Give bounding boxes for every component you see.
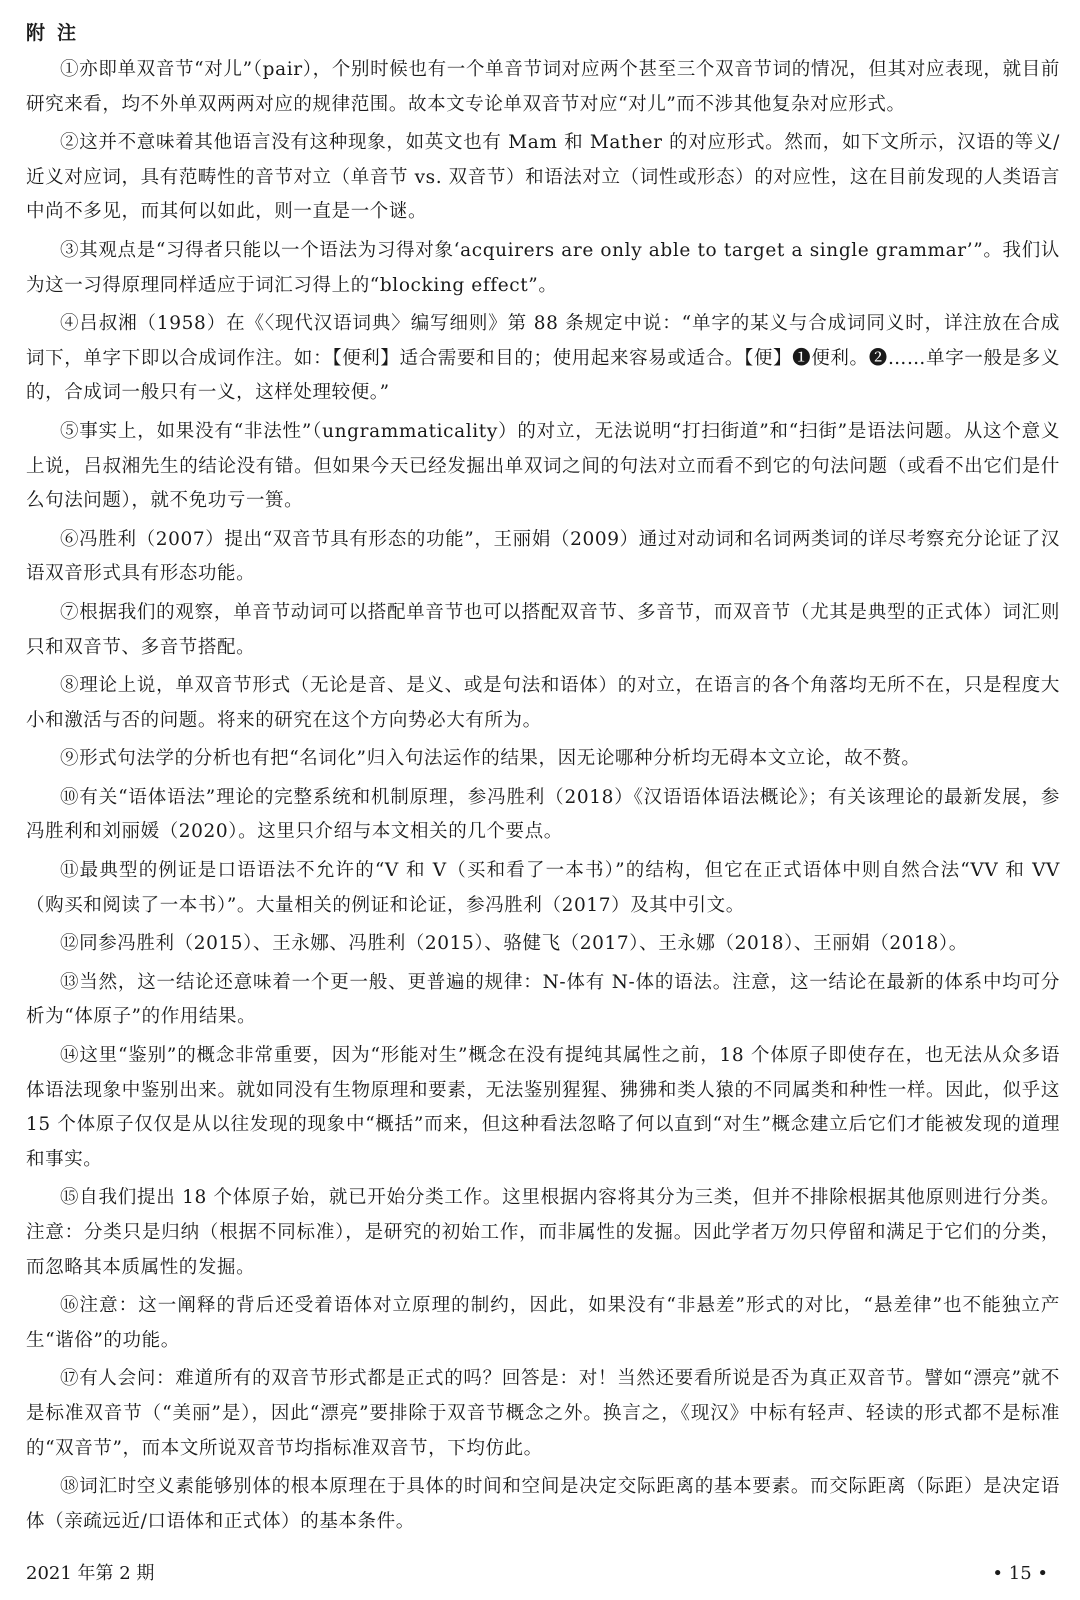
footnote-12: ⑫同参冯胜利（2015）、王永娜、冯胜利（2015）、骆健飞（2017）、王永娜（2018）、王丽娟（2018）。 (60, 933, 968, 955)
footnote-8: ⑧理论上说，单双音节形式（无论是音、是义、或是句法和语体）的对立，在语言的各个角落均无所不在，只是程度大小和激活与否的问题。将来的研究在这个方向势必大有所为。 (26, 675, 1060, 731)
page-number: • 15 • (992, 1563, 1048, 1584)
footnote-3: ③其观点是“习得者只能以一个语法为习得对象‘acquirers are only able to target a single grammar’”。我们认为这一习得原理同样适应于词汇习得上的“blocking effect”。 (26, 239, 1060, 296)
footnote-14: ⑭这里“鉴别”的概念非常重要，因为“形能对生”概念在没有提纯其属性之前，18 个体原子即使存在，也无法从众多语体语法现象中鉴别出来。就如同没有生物原理和要素，无法鉴别猩猩、狒狒和类人猿的不同属类和种性一样。因此，似乎这 15 个体原子仅仅是从以往发现的现象中“概括”而来，但这种看法忽略了何以直到“对生”概念建立后它们才能被发现的道理和事实。 (26, 1045, 1060, 1170)
footnote-16: ⑯注意：这一阐释的背后还受着语体对立原理的制约，因此，如果没有“非悬差”形式的对比，“悬差律”也不能独立产生“谐俗”的功能。 (26, 1295, 1060, 1351)
footnote-17: ⑰有人会问：难道所有的双音节形式都是正式的吗？回答是：对！当然还要看所说是否为真正双音节。譬如“漂亮”就不是标准双音节（“美丽”是），因此“漂亮”要排除于双音节概念之外。换言之，《现汉》中标有轻声、轻读的形式都不是标准的“双音节”，而本文所说双音节均指标准双音节，下均仿此。 (26, 1368, 1060, 1459)
footnote-1: ①亦即单双音节“对儿”（pair），个别时候也有一个单音节词对应两个甚至三个双音节词的情况，但其对应表现，就目前研究来看，均不外单双两两对应的规律范围。故本文专论单双音节对应“对儿”而不涉其他复杂对应形式。 (26, 59, 1060, 115)
footnote-7: ⑦根据我们的观察，单音节动词可以搭配单音节也可以搭配双音节、多音节，而双音节（尤其是典型的正式体）词汇则只和双音节、多音节搭配。 (26, 601, 1060, 658)
footnote-10: ⑩有关“语体语法”理论的完整系统和机制原理，参冯胜利（2018）《汉语语体语法概论》；有关该理论的最新发展，参冯胜利和刘丽媛（2020）。这里只介绍与本文相关的几个要点。 (26, 786, 1060, 843)
footnote-13: ⑬当然，这一结论还意味着一个更一般、更普遍的规律：N-体有 N-体的语法。注意，这一结论在最新的体系中均可分析为“体原子”的作用结果。 (26, 971, 1060, 1028)
notes-list (26, 53, 1060, 1543)
footnote-11: ⑪最典型的例证是口语语法不允许的“V 和 V（买和看了一本书）”的结构，但它在正式语体中则自然合法“VV 和 VV（购买和阅读了一本书）”。大量相关的例证和论证，参冯胜利（2017）及其中引文。 (26, 860, 1060, 916)
footnote-15: ⑮自我们提出 18 个体原子始，就已开始分类工作。这里根据内容将其分为三类，但并不排除根据其他原则进行分类。注意：分类只是归纳（根据不同标准），是研究的初始工作，而非属性的发掘。因此学者万勿只停留和满足于它们的分类，而忽略其本质属性的发掘。 (26, 1187, 1060, 1278)
issue-label: 2021 年第 2 期 (26, 1563, 155, 1584)
footnote-2: ②这并不意味着其他语言没有这种现象，如英文也有 Mam 和 Mather 的对应形式。然而，如下文所示，汉语的等义/近义对应词，具有范畴性的音节对立（单音节 vs. 双音节）和语法对立（词性或形态）的对应性，这在目前发现的人类语言中尚不多见，而其何以如此，则一直是一个谜。 (26, 132, 1060, 223)
footnote-18: ⑱词汇时空义素能够别体的根本原理在于具体的时间和空间是决定交际距离的基本要素。而交际距离（际距）是决定语体（亲疏远近/口语体和正式体）的基本条件。 (26, 1476, 1060, 1532)
footnote-4: ④吕叔湘（1958）在《〈现代汉语词典〉编写细则》第 88 条规定中说：“单字的某义与合成词同义时，详注放在合成词下，单字下即以合成词作注。如：【便利】适合需要和目的；使用起来容易或适合。【便】❶便利。❷……单字一般是多义的，合成词一般只有一义，这样处理较便。” (26, 313, 1060, 404)
footnote-9: ⑨形式句法学的分析也有把“名词化”归入句法运作的结果，因无论哪种分析均无碍本文立论，故不赘。 (60, 748, 921, 770)
footnote-6: ⑥冯胜利（2007）提出“双音节具有形态的功能”，王丽娟（2009）通过对动词和名词两类词的详尽考察充分论证了汉语双音形式具有形态功能。 (26, 528, 1060, 585)
notes-heading: 附注 (26, 22, 89, 44)
footnote-5: ⑤事实上，如果没有“非法性”（ungrammaticality）的对立，无法说明“打扫街道”和“扫街”是语法问题。从这个意义上说，吕叔湘先生的结论没有错。但如果今天已经发掘出单双词之间的句法对立而看不到它的句法问题（或看不出它们是什么句法问题），就不免功亏一篑。 (26, 420, 1060, 512)
